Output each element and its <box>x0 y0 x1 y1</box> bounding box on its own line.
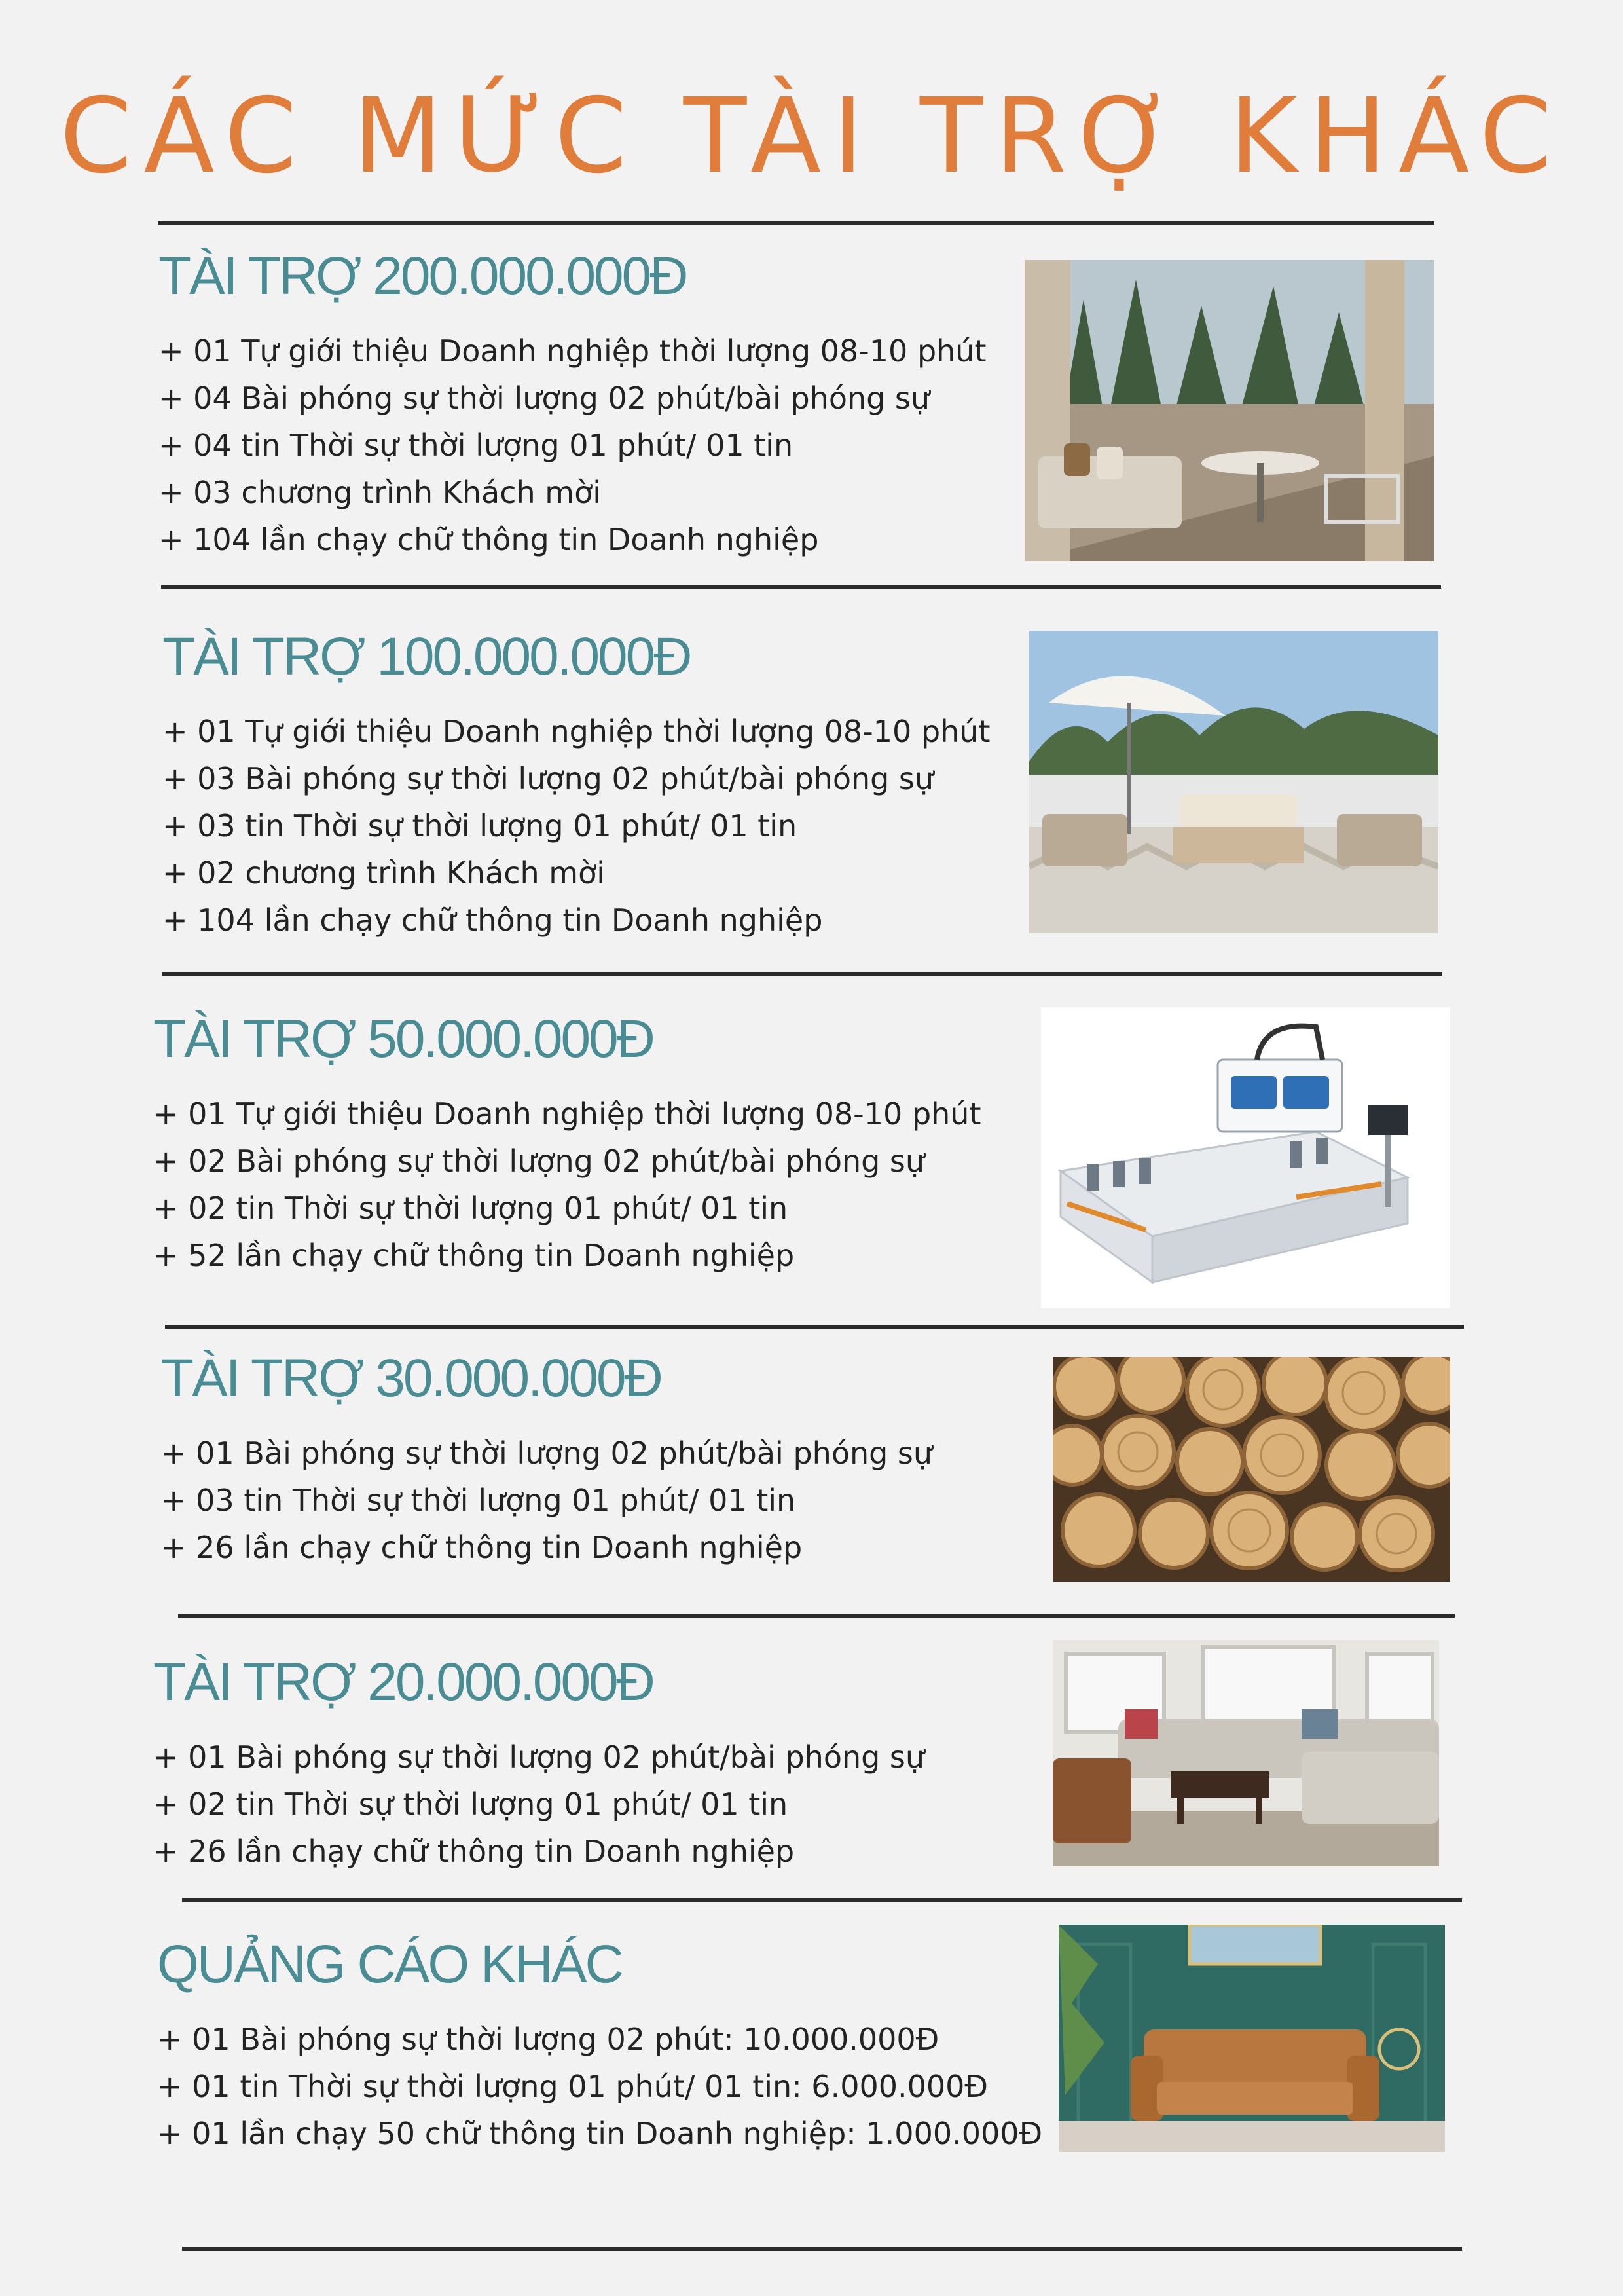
sponsor-tier-200m <box>158 244 986 563</box>
benefit-item: + 52 lần chạy chữ thông tin Doanh nghiệp <box>153 1238 795 1273</box>
leather-sofa-photo <box>1059 1925 1445 2152</box>
benefit-item: + 02 tin Thời sự thời lượng 01 phút/ 01 tin <box>153 1191 788 1226</box>
benefit-item: + 01 Tự giới thiệu Doanh nghiệp thời lượng 08-10 phút <box>153 1096 981 1132</box>
tier-heading: TÀI TRỢ 50.000.000Đ <box>153 1009 653 1069</box>
benefit-item: + 03 tin Thời sự thời lượng 01 phút/ 01 tin <box>161 1483 796 1518</box>
living-room-sofa-photo <box>1053 1640 1439 1866</box>
tier-heading: TÀI TRỢ 100.000.000Đ <box>162 627 691 686</box>
sponsor-tier-100m <box>162 624 990 944</box>
benefit-item: + 26 lần chạy chữ thông tin Doanh nghiệp <box>161 1530 803 1565</box>
benefit-item: + 04 tin Thời sự thời lượng 01 phút/ 01 tin <box>158 428 793 463</box>
benefit-list <box>153 1090 981 1279</box>
sponsor-tier-50m <box>153 1007 981 1279</box>
benefit-item: + 104 lần chạy chữ thông tin Doanh nghiệp <box>162 902 823 938</box>
benefit-list <box>153 1733 924 1875</box>
benefit-item: + 02 chương trình Khách mời <box>162 855 606 891</box>
divider <box>161 585 1441 589</box>
outdoor-terrace-photo <box>1025 260 1434 561</box>
benefit-item: + 03 tin Thời sự thời lượng 01 phút/ 01 tin <box>162 808 797 843</box>
tier-heading: TÀI TRỢ 200.000.000Đ <box>158 246 687 306</box>
divider <box>182 1898 1462 1902</box>
benefit-item: + 01 Bài phóng sự thời lượng 02 phút: 10.000.000Đ <box>157 2022 939 2057</box>
benefit-list <box>158 327 986 563</box>
benefit-item: + 02 tin Thời sự thời lượng 01 phút/ 01 tin <box>153 1787 788 1822</box>
tier-heading: TÀI TRỢ 30.000.000Đ <box>161 1348 661 1408</box>
stacked-logs-photo <box>1053 1357 1450 1582</box>
sponsor-tier-20m <box>153 1650 924 1875</box>
benefit-item: + 04 Bài phóng sự thời lượng 02 phút/bài phóng sự <box>158 380 930 416</box>
cnc-machine-photo <box>1041 1007 1450 1308</box>
divider <box>165 1325 1464 1329</box>
benefit-item: + 01 tin Thời sự thời lượng 01 phút/ 01 tin: 6.000.000Đ <box>157 2069 989 2104</box>
patio-umbrella-photo <box>1029 631 1438 933</box>
benefit-item: + 01 Tự giới thiệu Doanh nghiệp thời lượng 08-10 phút <box>158 333 987 369</box>
benefit-item: + 03 chương trình Khách mời <box>158 475 602 510</box>
benefit-list <box>162 708 990 944</box>
benefit-item: + 26 lần chạy chữ thông tin Doanh nghiệp <box>153 1834 795 1869</box>
benefit-item: + 01 Bài phóng sự thời lượng 02 phút/bài phóng sự <box>161 1435 933 1471</box>
benefit-item: + 01 Bài phóng sự thời lượng 02 phút/bài phóng sự <box>153 1739 925 1775</box>
other-ads <box>157 1932 1042 2157</box>
tier-heading: QUẢNG CÁO KHÁC <box>157 1935 622 1994</box>
divider <box>158 221 1434 225</box>
divider <box>162 972 1442 976</box>
page-title: CÁC MỨC TÀI TRỢ KHÁC <box>60 76 1563 196</box>
benefit-list <box>157 2016 1042 2157</box>
divider <box>178 1614 1455 1618</box>
tier-heading: TÀI TRỢ 20.000.000Đ <box>153 1652 653 1712</box>
benefit-item: + 01 Tự giới thiệu Doanh nghiệp thời lượng 08-10 phút <box>162 714 991 749</box>
divider <box>182 2247 1462 2251</box>
benefit-item: + 02 Bài phóng sự thời lượng 02 phút/bài phóng sự <box>153 1143 925 1179</box>
benefit-item: + 104 lần chạy chữ thông tin Doanh nghiệp <box>158 522 819 557</box>
benefit-list <box>161 1430 932 1571</box>
benefit-item: + 01 lần chạy 50 chữ thông tin Doanh nghiệp: 1.000.000Đ <box>157 2116 1043 2151</box>
sponsor-tier-30m <box>161 1346 932 1571</box>
benefit-item: + 03 Bài phóng sự thời lượng 02 phút/bài phóng sự <box>162 761 934 796</box>
